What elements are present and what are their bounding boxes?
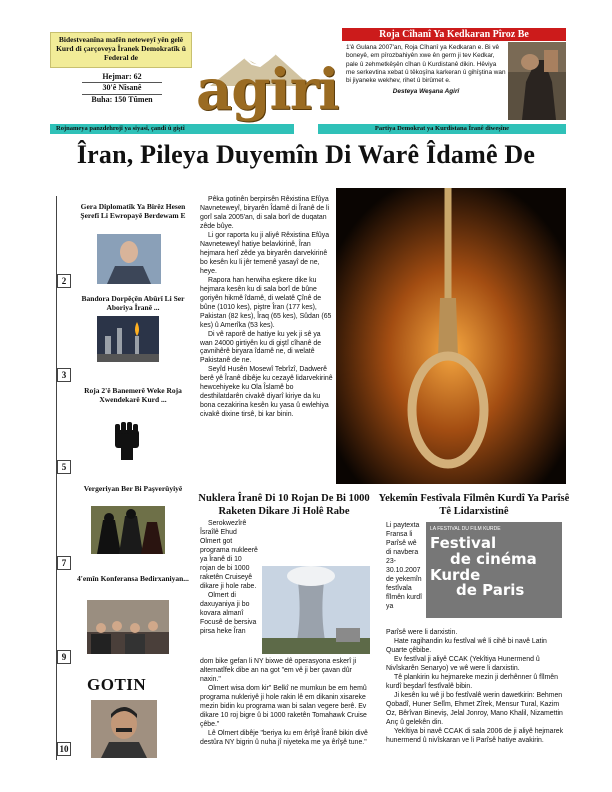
women-protest-photo bbox=[91, 506, 165, 554]
tagline-strip-left: Rojnameya panzdehrojî ya siyasî, çandî û giştî bbox=[50, 124, 294, 134]
page-number-2: 2 bbox=[57, 274, 71, 288]
sidebar-item-2[interactable]: Gera Diplomatîk Ya Birêz Hesen Şerefî Li Ewropayê Berdewam E bbox=[80, 202, 186, 221]
nuclear-paragraph: Olmert di daxuyaniya ji bo kovara almanî Focusê de bersiva pirsa heke Îran bbox=[200, 591, 257, 635]
poster-line: Festival bbox=[430, 534, 497, 552]
sidebar-item-5[interactable]: Roja 2'ê Banemerê Weke Roja Xwendekarê Kurd ... bbox=[84, 386, 182, 405]
page-number-9: 9 bbox=[57, 650, 71, 664]
festival-paragraph: Tê plankirin ku hejmareke mezin ji derhênner û fîlmên kurdî beşdarî festîvalê bibin. bbox=[386, 673, 558, 690]
sidebar-item-3[interactable]: Bandora Dorpêçên Abûrî Li Ser Aboriya Îranê ... bbox=[81, 294, 185, 313]
nuclear-article-intro bbox=[200, 520, 258, 656]
top-right-heading: Roja Cîhanî Ya Kedkaran Pîroz Be bbox=[342, 28, 566, 41]
nuclear-article-title: Nuklera Îranê Di 10 Rojan De Bi 1000 Raketen Dikare Ji Holê Rabe bbox=[198, 493, 370, 518]
festival-article-title: Yekemîn Festîvala Fîlmên Kurdî Ya Parîsê Tê Lidarxistinê bbox=[378, 493, 570, 518]
issue-info bbox=[82, 72, 162, 114]
main-paragraph: Pêka gotinên berpirsên Rêxistina Efûya Navneteweyî, biryarên Îdamê di Îranê de li gorî sala 2005'an, di sala borî de duqatan zêde bûye. bbox=[200, 196, 330, 230]
columnist-portrait-photo bbox=[91, 700, 157, 758]
festival-paragraph: Ji kesên ku wê ji bo festîvalê werin dawetkirin: Behmen Qobadî, Huner Selîm, Ehmet Zîrek, Mensur Tural, Kazim Oz, Bêrîvan Bineviş, Jelal Jonroy, Mano Khalil, Nizamettin Arıç û gelekên din. bbox=[386, 691, 563, 726]
logo-wordmark: agiri bbox=[196, 57, 339, 123]
issue-price: Buha: 150 Tûmen bbox=[91, 94, 153, 104]
nuclear-paragraph: Serokwezîrê Îsraîlê Ehud Olmert got programa nukleerê ya Îranê di 10 rojan de bi 1000 raketên Cruiseyê dikare ji hole rabe. bbox=[200, 520, 258, 590]
page-number-10: 10 bbox=[57, 742, 71, 756]
raised-fist-photo bbox=[508, 42, 566, 120]
festival-paragraph: Parîsê were li darxistin. bbox=[386, 629, 458, 636]
issue-number: Hejmar: 62 bbox=[82, 72, 162, 83]
nuclear-paragraph: Olmert wisa dom kir" Belkî ne mumkun be em hemû programa nukleriyê ji hole rakin lê em dikanin xisareke mezin bidin ku programa wan bi salan vegere berê. Ev dikare 10 roj bigre û bi 1000 raketên Tomahawk Cruise çêbe." bbox=[200, 684, 367, 728]
festival-paragraph: Hate ragihandin ku festîval wê li cihê bi navê Latin Quarte çêbibe. bbox=[386, 637, 547, 654]
festival-poster bbox=[426, 522, 562, 618]
poster-line: de Paris bbox=[456, 581, 525, 600]
main-paragraph: Seyîd Husên Mosewî Tebrîzî, Dadwerê berê yê Îranê dibêje ku cezayê lidarvekirinê hewcehiyeke ku Ola Îslamê bo desthilatdarên civakê diyarî kiriye da ku bona cezakirina kesên ku yasa û ewlehiya civakê dixine tirsê, bi kar binin. bbox=[200, 366, 333, 419]
page-number-3: 3 bbox=[57, 368, 71, 382]
nuclear-paragraph: dom bike gefan li NY bixwe dê operasyona eskerî ji alternatîfek dibe an na got "em vê ji ber çavan dûr naxin." bbox=[200, 658, 357, 683]
contents-sidebar bbox=[56, 196, 194, 760]
main-headline: Îran, Pileya Duyemîn Di Warê Îdamê De bbox=[76, 140, 536, 169]
main-article-body bbox=[200, 196, 334, 486]
festival-paragraph: Ev festîval ji aliyê CCAK (Yekîtiya Hunermend û Nivîskarên Senaryo) ve wê were li darxistin. bbox=[386, 655, 540, 672]
nuclear-plant-photo bbox=[262, 566, 370, 654]
nuclear-paragraph: Lê Olmert dibêje "beriya ku em êrîşê Îranê bikin divê destûra NY bigrin û nuha jî niyeteka me ya êrîşê tune." bbox=[200, 729, 368, 746]
page-number-7: 7 bbox=[57, 556, 71, 570]
festival-paragraph: Yekîtiya bi navê CCAK di sala 2006 de ji aliyê hejmarek hunermend û nivîskaran ve li Parîsê hatiye avakirin. bbox=[386, 727, 564, 744]
festival-article-body bbox=[386, 629, 564, 746]
page-number-5: 5 bbox=[57, 460, 71, 474]
top-right-text: 1'ê Gulana 2007'an, Roja Cîhanî ya Kedkaran e. Bi vê boneyê, em pîrozbahiyên xwe ên germ ji tev Kedkar, pale û zehmetkêşên cîhan û Kurdistanê dikin. Hêviya me serkevtina xebat û têkoşîna karkeran û gihîştina wan bi jiyaneke wekhev, rihet û birûmet e. bbox=[346, 44, 506, 85]
festival-article-intro: Li paytexta Fransa li Parîsê wê di navbera 23-30.10.2007 de yekemîn festîvala fîlmên kurdî ya bbox=[386, 522, 422, 610]
sidebar-item-9[interactable]: 4'emîn Konferansa Bedirxaniyan... bbox=[77, 574, 189, 583]
main-paragraph: Di vê raporê de hatiye ku yek ji sê ya wan 24000 girtiyên ku di giştî cîhanê de çavnihêrê biryara îdamê ne, di welatê Pakistanê de ne. bbox=[200, 330, 322, 365]
poster-line: de cinéma bbox=[450, 549, 537, 568]
top-right-signature: Desteya Weşana Agirî bbox=[392, 87, 460, 95]
gotin-heading[interactable]: GOTIN bbox=[87, 675, 147, 694]
sidebar-item-7[interactable]: Vergeriyan Ber Bi Paşverûyiyê bbox=[83, 484, 183, 493]
refinery-photo bbox=[97, 316, 159, 362]
main-paragraph: Rapora han herwiha eşkere dike ku hejmara kesên ku di sala borî de bûne goriyên hikmê îdamê, di welatê Çînê de bûne (1010 kes), piştre Îran (177 kes), Pakistan (82 kes), Îraq (65 kes), Sûdan (65 kes) û Amerîka (53 kes). bbox=[200, 276, 332, 329]
top-right-article bbox=[346, 44, 506, 96]
noose-photo bbox=[336, 188, 566, 484]
conference-photo bbox=[87, 600, 169, 654]
main-paragraph: Li gor raporta ku ji aliyê Rêxistina Efûya Navneteweyî hatiye belavkirinê, Îran hejmara herî zêde ya biryarên darvekirinê bo kesên ku li jêr temenê yasayî de ne, heye. bbox=[200, 231, 330, 275]
tagline-strip-right: Partiya Demokrat ya Kurdistana Îranê diweşîne bbox=[318, 124, 566, 134]
issue-date: 30'ê Nîsanê bbox=[82, 83, 162, 94]
poster-header: LA FESTIVAL DU FILM KURDE bbox=[430, 526, 501, 532]
poster-line: Kurde bbox=[430, 565, 481, 584]
nuclear-article-body bbox=[200, 658, 374, 748]
student-fist-icon bbox=[107, 420, 147, 462]
masthead-slogan: Bidestveanîna mafên neteweyî yên gelê Kurd di çarçoveya Îranek Demokratîk û Federal de bbox=[50, 32, 192, 68]
diplomat-portrait-photo bbox=[97, 234, 161, 284]
